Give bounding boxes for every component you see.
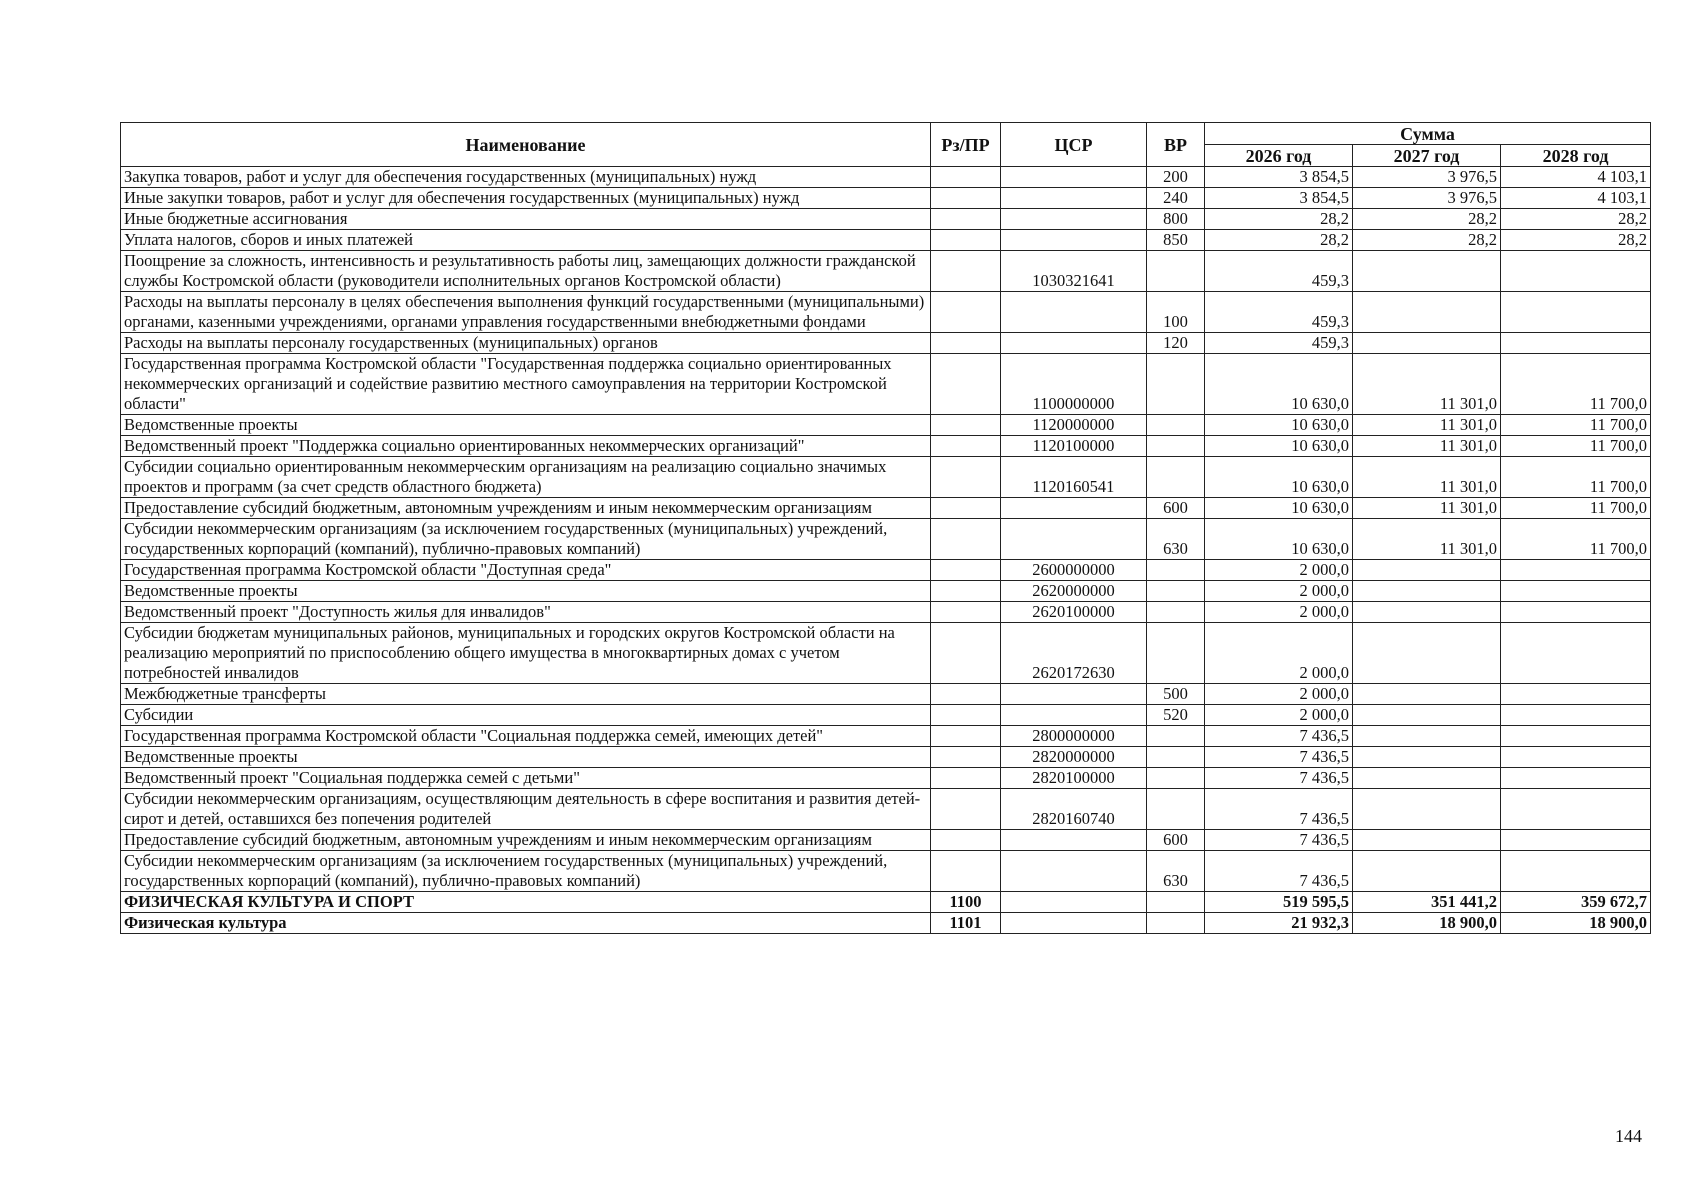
cell-rzpr — [931, 354, 1001, 415]
cell-name: Межбюджетные трансферты — [121, 684, 931, 705]
cell-2026: 459,3 — [1205, 333, 1353, 354]
cell-name: Уплата налогов, сборов и иных платежей — [121, 230, 931, 251]
cell-vr: 200 — [1147, 167, 1205, 188]
cell-2027 — [1353, 830, 1501, 851]
cell-vr: 100 — [1147, 292, 1205, 333]
cell-2027: 11 301,0 — [1353, 436, 1501, 457]
header-rzpr: Рз/ПР — [931, 123, 1001, 167]
cell-2028 — [1501, 684, 1651, 705]
cell-2026: 2 000,0 — [1205, 623, 1353, 684]
cell-vr: 240 — [1147, 188, 1205, 209]
table-row — [121, 415, 1651, 436]
cell-2027 — [1353, 684, 1501, 705]
cell-name: Расходы на выплаты персоналу государственных (муниципальных) органов — [121, 333, 931, 354]
cell-csr — [1001, 230, 1147, 251]
cell-2027 — [1353, 602, 1501, 623]
cell-name: Субсидии некоммерческим организациям (за исключением государственных (муниципальных) учреждений, государственных корпораций (компаний), публично-правовых компаний) — [121, 851, 931, 892]
budget-table — [120, 122, 1651, 934]
page-number: 144 — [1615, 1126, 1642, 1146]
cell-2028 — [1501, 789, 1651, 830]
cell-rzpr — [931, 333, 1001, 354]
cell-2028 — [1501, 747, 1651, 768]
cell-2027: 3 976,5 — [1353, 188, 1501, 209]
cell-rzpr — [931, 209, 1001, 230]
header-csr: ЦСР — [1001, 123, 1147, 167]
cell-csr — [1001, 913, 1147, 934]
cell-2027: 11 301,0 — [1353, 519, 1501, 560]
cell-vr: 800 — [1147, 209, 1205, 230]
cell-vr — [1147, 354, 1205, 415]
cell-2027 — [1353, 747, 1501, 768]
cell-2028: 11 700,0 — [1501, 457, 1651, 498]
table-row — [121, 768, 1651, 789]
cell-rzpr — [931, 581, 1001, 602]
cell-name: Субсидии некоммерческим организациям, осуществляющим деятельность в сфере воспитания и развития детей-сирот и детей, оставшихся без попечения родителей — [121, 789, 931, 830]
cell-csr: 1030321641 — [1001, 251, 1147, 292]
cell-rzpr — [931, 768, 1001, 789]
cell-rzpr — [931, 251, 1001, 292]
cell-2027: 3 976,5 — [1353, 167, 1501, 188]
cell-name: Поощрение за сложность, интенсивность и результативность работы лиц, замещающих должности гражданской службы Костромской области (руководители исполнительных органов Костромской области) — [121, 251, 931, 292]
cell-name: Предоставление субсидий бюджетным, автономным учреждениям и иным некоммерческим организациям — [121, 498, 931, 519]
table-row — [121, 581, 1651, 602]
cell-2027 — [1353, 251, 1501, 292]
cell-rzpr — [931, 415, 1001, 436]
cell-name: Иные бюджетные ассигнования — [121, 209, 931, 230]
header-year-2027: 2027 год — [1353, 145, 1501, 167]
cell-2028 — [1501, 333, 1651, 354]
cell-2028: 11 700,0 — [1501, 498, 1651, 519]
cell-vr — [1147, 747, 1205, 768]
cell-rzpr — [931, 498, 1001, 519]
cell-vr: 500 — [1147, 684, 1205, 705]
cell-2028: 11 700,0 — [1501, 436, 1651, 457]
cell-rzpr — [931, 519, 1001, 560]
table-row — [121, 436, 1651, 457]
cell-rzpr — [931, 230, 1001, 251]
cell-vr: 630 — [1147, 851, 1205, 892]
cell-2026: 459,3 — [1205, 292, 1353, 333]
cell-2026: 519 595,5 — [1205, 892, 1353, 913]
cell-vr — [1147, 560, 1205, 581]
cell-csr: 2620000000 — [1001, 581, 1147, 602]
cell-name: Иные закупки товаров, работ и услуг для обеспечения государственных (муниципальных) нужд — [121, 188, 931, 209]
cell-csr — [1001, 167, 1147, 188]
cell-2028: 11 700,0 — [1501, 415, 1651, 436]
cell-2028 — [1501, 768, 1651, 789]
cell-2027: 11 301,0 — [1353, 498, 1501, 519]
cell-2028: 28,2 — [1501, 230, 1651, 251]
table-row — [121, 209, 1651, 230]
cell-vr: 630 — [1147, 519, 1205, 560]
cell-vr — [1147, 436, 1205, 457]
cell-csr — [1001, 684, 1147, 705]
cell-csr — [1001, 498, 1147, 519]
cell-2027: 28,2 — [1353, 230, 1501, 251]
cell-rzpr: 1101 — [931, 913, 1001, 934]
cell-2026: 2 000,0 — [1205, 581, 1353, 602]
cell-2027: 11 301,0 — [1353, 415, 1501, 436]
cell-vr — [1147, 415, 1205, 436]
cell-name: ФИЗИЧЕСКАЯ КУЛЬТУРА И СПОРТ — [121, 892, 931, 913]
cell-2028 — [1501, 560, 1651, 581]
cell-vr: 520 — [1147, 705, 1205, 726]
cell-vr — [1147, 913, 1205, 934]
cell-csr: 1120000000 — [1001, 415, 1147, 436]
header-year-2028: 2028 год — [1501, 145, 1651, 167]
cell-2026: 28,2 — [1205, 209, 1353, 230]
cell-rzpr — [931, 705, 1001, 726]
cell-2026: 2 000,0 — [1205, 705, 1353, 726]
table-row — [121, 851, 1651, 892]
cell-2027: 18 900,0 — [1353, 913, 1501, 934]
cell-csr — [1001, 188, 1147, 209]
cell-csr: 2820000000 — [1001, 747, 1147, 768]
cell-name: Предоставление субсидий бюджетным, автономным учреждениям и иным некоммерческим организациям — [121, 830, 931, 851]
cell-2027 — [1353, 705, 1501, 726]
cell-2027: 11 301,0 — [1353, 457, 1501, 498]
cell-csr: 2620100000 — [1001, 602, 1147, 623]
cell-name: Физическая культура — [121, 913, 931, 934]
cell-2028 — [1501, 251, 1651, 292]
table-body — [121, 167, 1651, 934]
cell-2026: 7 436,5 — [1205, 830, 1353, 851]
cell-name: Закупка товаров, работ и услуг для обеспечения государственных (муниципальных) нужд — [121, 167, 931, 188]
cell-2027 — [1353, 789, 1501, 830]
cell-2028: 11 700,0 — [1501, 519, 1651, 560]
cell-2027 — [1353, 581, 1501, 602]
cell-2026: 2 000,0 — [1205, 602, 1353, 623]
cell-name: Ведомственный проект "Социальная поддержка семей с детьми" — [121, 768, 931, 789]
cell-csr: 1120160541 — [1001, 457, 1147, 498]
cell-rzpr — [931, 436, 1001, 457]
cell-vr — [1147, 768, 1205, 789]
cell-vr — [1147, 789, 1205, 830]
cell-csr: 2820160740 — [1001, 789, 1147, 830]
cell-csr — [1001, 209, 1147, 230]
cell-vr — [1147, 602, 1205, 623]
cell-2026: 459,3 — [1205, 251, 1353, 292]
cell-csr — [1001, 892, 1147, 913]
cell-vr — [1147, 457, 1205, 498]
cell-2026: 10 630,0 — [1205, 436, 1353, 457]
cell-vr — [1147, 581, 1205, 602]
cell-rzpr — [931, 292, 1001, 333]
cell-2026: 10 630,0 — [1205, 354, 1353, 415]
cell-2026: 3 854,5 — [1205, 188, 1353, 209]
cell-csr — [1001, 851, 1147, 892]
cell-2026: 10 630,0 — [1205, 498, 1353, 519]
cell-2027 — [1353, 851, 1501, 892]
cell-rzpr — [931, 560, 1001, 581]
table-row — [121, 333, 1651, 354]
cell-2026: 2 000,0 — [1205, 560, 1353, 581]
cell-rzpr — [931, 830, 1001, 851]
table-row — [121, 167, 1651, 188]
cell-2028 — [1501, 705, 1651, 726]
cell-2028: 11 700,0 — [1501, 354, 1651, 415]
cell-2027 — [1353, 623, 1501, 684]
cell-2026: 7 436,5 — [1205, 726, 1353, 747]
cell-2028: 28,2 — [1501, 209, 1651, 230]
table-row — [121, 789, 1651, 830]
table-row — [121, 251, 1651, 292]
header-name: Наименование — [121, 123, 931, 167]
cell-rzpr: 1100 — [931, 892, 1001, 913]
cell-name: Субсидии социально ориентированным некоммерческим организациям на реализацию социально значимых проектов и программ (за счет средств областного бюджета) — [121, 457, 931, 498]
table-row — [121, 892, 1651, 913]
cell-2027 — [1353, 292, 1501, 333]
cell-csr: 2620172630 — [1001, 623, 1147, 684]
cell-2027 — [1353, 333, 1501, 354]
table-row — [121, 705, 1651, 726]
cell-2028: 4 103,1 — [1501, 188, 1651, 209]
cell-2028: 4 103,1 — [1501, 167, 1651, 188]
table-row — [121, 747, 1651, 768]
table-row — [121, 498, 1651, 519]
table-row — [121, 560, 1651, 581]
cell-vr — [1147, 892, 1205, 913]
cell-name: Ведомственный проект "Доступность жилья для инвалидов" — [121, 602, 931, 623]
cell-csr — [1001, 830, 1147, 851]
cell-2026: 28,2 — [1205, 230, 1353, 251]
table-row — [121, 230, 1651, 251]
cell-2028 — [1501, 726, 1651, 747]
cell-2028 — [1501, 292, 1651, 333]
cell-name: Ведомственные проекты — [121, 415, 931, 436]
cell-csr — [1001, 705, 1147, 726]
cell-2026: 2 000,0 — [1205, 684, 1353, 705]
cell-rzpr — [931, 167, 1001, 188]
cell-rzpr — [931, 602, 1001, 623]
cell-rzpr — [931, 684, 1001, 705]
cell-2028 — [1501, 623, 1651, 684]
cell-csr: 2820100000 — [1001, 768, 1147, 789]
cell-2026: 10 630,0 — [1205, 415, 1353, 436]
cell-2026: 21 932,3 — [1205, 913, 1353, 934]
cell-vr: 120 — [1147, 333, 1205, 354]
cell-vr — [1147, 251, 1205, 292]
table-row — [121, 519, 1651, 560]
cell-rzpr — [931, 188, 1001, 209]
table-row — [121, 292, 1651, 333]
cell-rzpr — [931, 726, 1001, 747]
cell-2027 — [1353, 560, 1501, 581]
cell-name: Государственная программа Костромской области "Государственная поддержка социально ориентированных некоммерческих организаций и содействие развитию местного самоуправления на территории Костромской области" — [121, 354, 931, 415]
cell-csr — [1001, 292, 1147, 333]
cell-vr: 600 — [1147, 830, 1205, 851]
table-row — [121, 602, 1651, 623]
cell-vr — [1147, 726, 1205, 747]
cell-2026: 10 630,0 — [1205, 457, 1353, 498]
cell-name: Субсидии некоммерческим организациям (за исключением государственных (муниципальных) учреждений, государственных корпораций (компаний), публично-правовых компаний) — [121, 519, 931, 560]
cell-vr: 850 — [1147, 230, 1205, 251]
cell-name: Расходы на выплаты персоналу в целях обеспечения выполнения функций государственными (муниципальными) органами, казенными учреждениями, органами управления государственными внебюджетными фондами — [121, 292, 931, 333]
cell-csr: 1100000000 — [1001, 354, 1147, 415]
cell-2028 — [1501, 602, 1651, 623]
cell-rzpr — [931, 457, 1001, 498]
table-row — [121, 913, 1651, 934]
table-row — [121, 623, 1651, 684]
cell-name: Ведомственный проект "Поддержка социально ориентированных некоммерческих организаций" — [121, 436, 931, 457]
cell-2026: 7 436,5 — [1205, 768, 1353, 789]
cell-rzpr — [931, 623, 1001, 684]
table-row — [121, 726, 1651, 747]
cell-vr — [1147, 623, 1205, 684]
cell-2026: 7 436,5 — [1205, 851, 1353, 892]
table-row — [121, 457, 1651, 498]
header-year-2026: 2026 год — [1205, 145, 1353, 167]
cell-name: Государственная программа Костромской области "Доступная среда" — [121, 560, 931, 581]
cell-csr — [1001, 333, 1147, 354]
cell-2027 — [1353, 768, 1501, 789]
cell-2028 — [1501, 851, 1651, 892]
table-row — [121, 354, 1651, 415]
cell-2028 — [1501, 830, 1651, 851]
header-vr: ВР — [1147, 123, 1205, 167]
cell-rzpr — [931, 789, 1001, 830]
cell-2027: 11 301,0 — [1353, 354, 1501, 415]
cell-2028: 359 672,7 — [1501, 892, 1651, 913]
cell-2026: 3 854,5 — [1205, 167, 1353, 188]
header-sum: Сумма — [1205, 123, 1651, 145]
table-header — [121, 123, 1651, 167]
cell-name: Субсидии — [121, 705, 931, 726]
cell-rzpr — [931, 851, 1001, 892]
cell-vr: 600 — [1147, 498, 1205, 519]
cell-2027 — [1353, 726, 1501, 747]
cell-csr: 2800000000 — [1001, 726, 1147, 747]
table-row — [121, 684, 1651, 705]
cell-csr: 1120100000 — [1001, 436, 1147, 457]
cell-2026: 10 630,0 — [1205, 519, 1353, 560]
cell-name: Государственная программа Костромской области "Социальная поддержка семей, имеющих детей" — [121, 726, 931, 747]
cell-2028: 18 900,0 — [1501, 913, 1651, 934]
cell-2027: 351 441,2 — [1353, 892, 1501, 913]
cell-2026: 7 436,5 — [1205, 747, 1353, 768]
cell-name: Ведомственные проекты — [121, 747, 931, 768]
cell-csr — [1001, 519, 1147, 560]
cell-2026: 7 436,5 — [1205, 789, 1353, 830]
cell-2027: 28,2 — [1353, 209, 1501, 230]
table-row — [121, 830, 1651, 851]
cell-rzpr — [931, 747, 1001, 768]
cell-2028 — [1501, 581, 1651, 602]
cell-csr: 2600000000 — [1001, 560, 1147, 581]
table-row — [121, 188, 1651, 209]
cell-name: Субсидии бюджетам муниципальных районов, муниципальных и городских округов Костромской области на реализацию мероприятий по приспособлению общего имущества в многоквартирных домах с учетом потребностей инвалидов — [121, 623, 931, 684]
cell-name: Ведомственные проекты — [121, 581, 931, 602]
